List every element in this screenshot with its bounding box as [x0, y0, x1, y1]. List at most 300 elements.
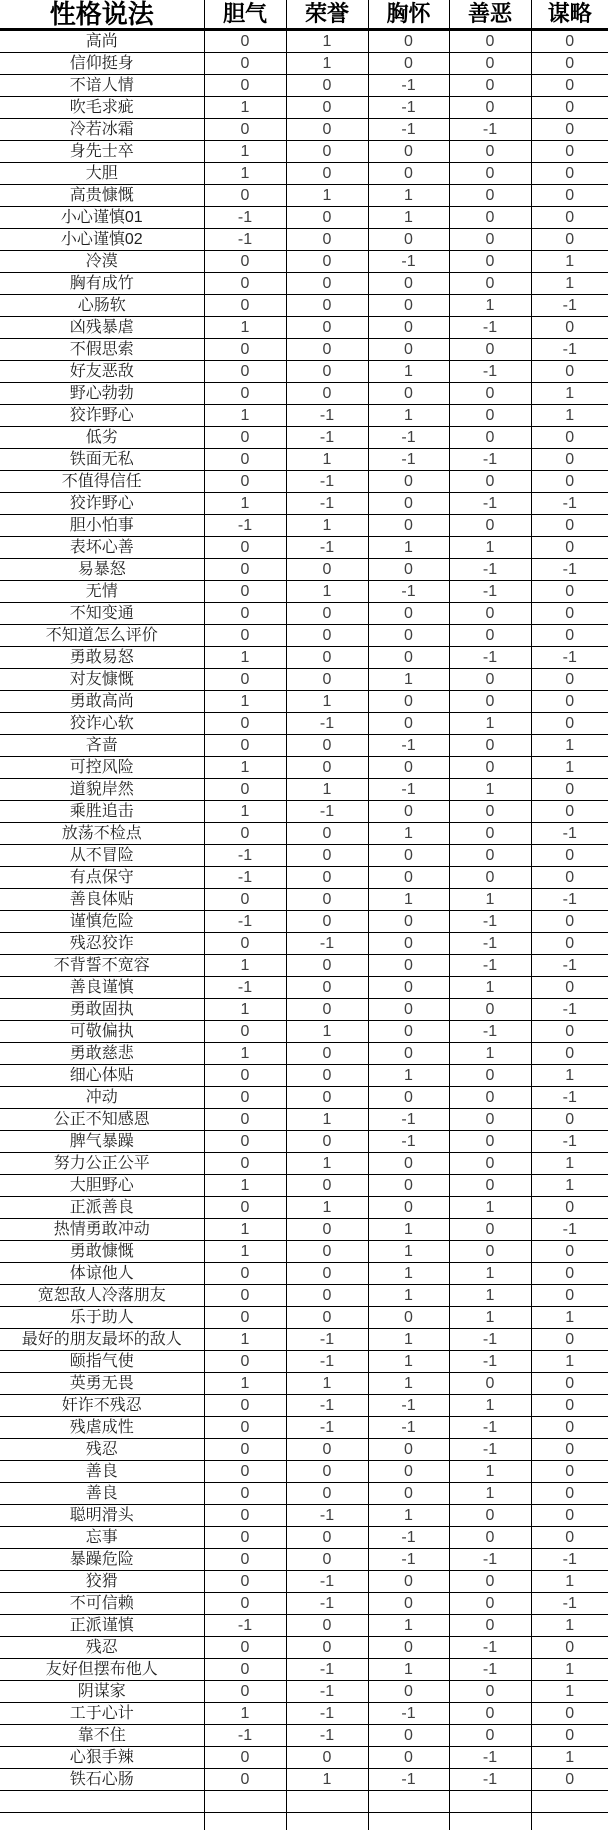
- row-label: 冷漠: [0, 251, 204, 273]
- value-cell: 0: [368, 713, 449, 735]
- table-row: [0, 1263, 608, 1285]
- row-label: 凶残暴虐: [0, 317, 204, 339]
- value-cell: -1: [449, 1021, 531, 1043]
- table-row: [0, 273, 608, 295]
- value-cell: 0: [368, 977, 449, 999]
- table-row: [0, 1219, 608, 1241]
- value-cell: -1: [531, 823, 608, 845]
- value-cell: 1: [204, 1241, 286, 1263]
- value-cell: 1: [449, 1461, 531, 1483]
- value-cell: 0: [204, 1065, 286, 1087]
- value-cell: -1: [286, 713, 368, 735]
- table-row: [0, 1769, 608, 1791]
- header-row: [0, 0, 608, 30]
- table-row: [0, 1307, 608, 1329]
- value-cell: 0: [531, 691, 608, 713]
- value-cell: -1: [531, 889, 608, 911]
- value-cell: 1: [286, 30, 368, 53]
- value-cell: -1: [286, 427, 368, 449]
- table-row: [0, 75, 608, 97]
- empty-cell: [531, 1791, 608, 1813]
- row-label: 靠不住: [0, 1725, 204, 1747]
- value-cell: -1: [368, 1109, 449, 1131]
- value-cell: 1: [204, 1703, 286, 1725]
- row-label: 不知道怎么评价: [0, 625, 204, 647]
- empty-cell: [204, 1791, 286, 1813]
- value-cell: 1: [531, 757, 608, 779]
- value-cell: 1: [286, 691, 368, 713]
- value-cell: 1: [531, 1571, 608, 1593]
- value-cell: -1: [449, 1637, 531, 1659]
- value-cell: 0: [531, 1483, 608, 1505]
- value-cell: -1: [368, 1527, 449, 1549]
- value-cell: -1: [531, 955, 608, 977]
- value-cell: 0: [286, 757, 368, 779]
- value-cell: 0: [286, 647, 368, 669]
- value-cell: 0: [531, 801, 608, 823]
- table-row: [0, 1483, 608, 1505]
- value-cell: 0: [531, 1109, 608, 1131]
- table-row: [0, 1241, 608, 1263]
- value-cell: -1: [449, 1351, 531, 1373]
- value-cell: 0: [531, 515, 608, 537]
- value-cell: 0: [204, 1351, 286, 1373]
- row-label: 狡诈野心: [0, 493, 204, 515]
- value-cell: -1: [204, 867, 286, 889]
- row-label: 勇敢易怒: [0, 647, 204, 669]
- table-body: [0, 30, 608, 1831]
- value-cell: 0: [531, 1263, 608, 1285]
- value-cell: 0: [368, 691, 449, 713]
- value-cell: -1: [204, 977, 286, 999]
- column-header-label: 性格说法: [0, 0, 204, 30]
- value-cell: -1: [449, 449, 531, 471]
- value-cell: -1: [449, 559, 531, 581]
- value-cell: -1: [286, 1571, 368, 1593]
- value-cell: 0: [368, 625, 449, 647]
- value-cell: 1: [204, 1373, 286, 1395]
- value-cell: 0: [204, 669, 286, 691]
- value-cell: 0: [204, 1285, 286, 1307]
- value-cell: 1: [368, 405, 449, 427]
- value-cell: 1: [286, 779, 368, 801]
- value-cell: 0: [449, 339, 531, 361]
- value-cell: 0: [286, 339, 368, 361]
- table-row: [0, 427, 608, 449]
- table-row: [0, 295, 608, 317]
- value-cell: 0: [531, 1527, 608, 1549]
- value-cell: 0: [449, 1615, 531, 1637]
- table-row: [0, 1087, 608, 1109]
- row-label: 残忍: [0, 1637, 204, 1659]
- value-cell: 0: [368, 1175, 449, 1197]
- value-cell: -1: [286, 1417, 368, 1439]
- value-cell: -1: [368, 1769, 449, 1791]
- value-cell: 0: [449, 1087, 531, 1109]
- value-cell: -1: [449, 955, 531, 977]
- value-cell: 0: [368, 1483, 449, 1505]
- row-label: 铁石心肠: [0, 1769, 204, 1791]
- value-cell: 0: [531, 537, 608, 559]
- value-cell: 0: [449, 30, 531, 53]
- value-cell: 0: [286, 207, 368, 229]
- table-row: [0, 317, 608, 339]
- value-cell: 0: [286, 1549, 368, 1571]
- table-row: [0, 405, 608, 427]
- value-cell: 1: [286, 581, 368, 603]
- value-cell: 0: [368, 845, 449, 867]
- value-cell: 0: [531, 1505, 608, 1527]
- value-cell: -1: [449, 1769, 531, 1791]
- value-cell: 1: [286, 53, 368, 75]
- value-cell: 0: [286, 625, 368, 647]
- table-row: [0, 1681, 608, 1703]
- value-cell: 0: [204, 1483, 286, 1505]
- value-cell: 1: [286, 1197, 368, 1219]
- value-cell: 0: [531, 1395, 608, 1417]
- table-row: [0, 603, 608, 625]
- value-cell: 0: [531, 625, 608, 647]
- value-cell: 0: [368, 273, 449, 295]
- value-cell: -1: [204, 1615, 286, 1637]
- value-cell: 0: [204, 273, 286, 295]
- value-cell: -1: [204, 911, 286, 933]
- value-cell: 0: [286, 735, 368, 757]
- value-cell: 1: [449, 1395, 531, 1417]
- value-cell: 0: [449, 273, 531, 295]
- value-cell: 1: [204, 405, 286, 427]
- value-cell: 0: [531, 779, 608, 801]
- value-cell: 0: [531, 603, 608, 625]
- value-cell: 1: [368, 361, 449, 383]
- value-cell: 0: [368, 1681, 449, 1703]
- value-cell: -1: [286, 1703, 368, 1725]
- value-cell: 1: [531, 1307, 608, 1329]
- value-cell: 0: [531, 207, 608, 229]
- value-cell: -1: [286, 1659, 368, 1681]
- value-cell: 0: [286, 911, 368, 933]
- value-cell: 1: [368, 1065, 449, 1087]
- value-cell: -1: [449, 1417, 531, 1439]
- table-row: [0, 1659, 608, 1681]
- value-cell: 0: [368, 141, 449, 163]
- row-label: 宽恕敌人冷落朋友: [0, 1285, 204, 1307]
- value-cell: -1: [368, 427, 449, 449]
- value-cell: 0: [449, 603, 531, 625]
- value-cell: 1: [531, 1681, 608, 1703]
- row-label: 铁面无私: [0, 449, 204, 471]
- value-cell: 0: [449, 1725, 531, 1747]
- table-row: [0, 647, 608, 669]
- row-label: 善良谨慎: [0, 977, 204, 999]
- value-cell: 1: [449, 713, 531, 735]
- value-cell: -1: [286, 801, 368, 823]
- value-cell: -1: [286, 537, 368, 559]
- value-cell: 0: [368, 1461, 449, 1483]
- value-cell: 1: [531, 1615, 608, 1637]
- value-cell: -1: [449, 1659, 531, 1681]
- value-cell: 0: [531, 1021, 608, 1043]
- empty-cell: [0, 1813, 204, 1831]
- value-cell: 0: [286, 1637, 368, 1659]
- row-label: 公正不知感恩: [0, 1109, 204, 1131]
- value-cell: -1: [531, 493, 608, 515]
- value-cell: 0: [449, 823, 531, 845]
- value-cell: 0: [204, 185, 286, 207]
- row-label: 高贵慷慨: [0, 185, 204, 207]
- row-label: 不知变通: [0, 603, 204, 625]
- table-row: [0, 823, 608, 845]
- row-label: 勇敢高尚: [0, 691, 204, 713]
- value-cell: 1: [531, 1065, 608, 1087]
- row-label: 颐指气使: [0, 1351, 204, 1373]
- value-cell: 0: [449, 1241, 531, 1263]
- value-cell: 0: [449, 1131, 531, 1153]
- value-cell: -1: [286, 1351, 368, 1373]
- table-row: [0, 229, 608, 251]
- value-cell: 1: [286, 515, 368, 537]
- value-cell: 1: [449, 295, 531, 317]
- value-cell: 0: [531, 471, 608, 493]
- empty-cell: [286, 1791, 368, 1813]
- value-cell: 0: [204, 559, 286, 581]
- row-label: 聪明滑头: [0, 1505, 204, 1527]
- row-label: 吝啬: [0, 735, 204, 757]
- value-cell: 0: [286, 1747, 368, 1769]
- value-cell: 1: [449, 1285, 531, 1307]
- value-cell: 0: [368, 1571, 449, 1593]
- value-cell: 0: [204, 119, 286, 141]
- value-cell: 0: [531, 361, 608, 383]
- column-header: 荣誉: [286, 0, 368, 30]
- value-cell: 1: [368, 1329, 449, 1351]
- empty-cell: [449, 1813, 531, 1831]
- value-cell: 0: [368, 911, 449, 933]
- value-cell: 0: [286, 955, 368, 977]
- value-cell: 0: [531, 30, 608, 53]
- value-cell: -1: [531, 1593, 608, 1615]
- table-row: [0, 1153, 608, 1175]
- value-cell: 0: [286, 867, 368, 889]
- value-cell: 0: [368, 867, 449, 889]
- value-cell: 1: [449, 779, 531, 801]
- value-cell: 0: [286, 317, 368, 339]
- table-row: [0, 361, 608, 383]
- value-cell: 0: [368, 471, 449, 493]
- value-cell: 0: [449, 1505, 531, 1527]
- value-cell: 0: [204, 1571, 286, 1593]
- row-label: 胆小怕事: [0, 515, 204, 537]
- value-cell: 0: [286, 1461, 368, 1483]
- value-cell: 1: [531, 251, 608, 273]
- table-row: [0, 1725, 608, 1747]
- table-row: [0, 779, 608, 801]
- row-label: 乘胜追击: [0, 801, 204, 823]
- table-row: [0, 449, 608, 471]
- value-cell: 0: [286, 1439, 368, 1461]
- table-row: [0, 1439, 608, 1461]
- value-cell: 0: [286, 383, 368, 405]
- value-cell: 0: [531, 119, 608, 141]
- value-cell: 0: [531, 449, 608, 471]
- row-label: 低劣: [0, 427, 204, 449]
- table-row: [0, 30, 608, 53]
- value-cell: 0: [286, 1241, 368, 1263]
- value-cell: 0: [449, 801, 531, 823]
- value-cell: -1: [286, 1395, 368, 1417]
- value-cell: -1: [531, 295, 608, 317]
- value-cell: 1: [531, 1659, 608, 1681]
- value-cell: 1: [368, 1219, 449, 1241]
- value-cell: 0: [368, 1043, 449, 1065]
- value-cell: 0: [449, 1593, 531, 1615]
- value-cell: -1: [286, 405, 368, 427]
- value-cell: 1: [449, 1263, 531, 1285]
- value-cell: 0: [531, 933, 608, 955]
- column-header: 胆气: [204, 0, 286, 30]
- value-cell: 1: [204, 999, 286, 1021]
- value-cell: 0: [449, 97, 531, 119]
- value-cell: 0: [204, 383, 286, 405]
- row-label: 胸有成竹: [0, 273, 204, 295]
- row-label: 暴躁危险: [0, 1549, 204, 1571]
- value-cell: -1: [286, 471, 368, 493]
- value-cell: 1: [286, 1373, 368, 1395]
- value-cell: -1: [368, 251, 449, 273]
- value-cell: 0: [204, 735, 286, 757]
- value-cell: 0: [286, 163, 368, 185]
- row-label: 身先士卒: [0, 141, 204, 163]
- value-cell: 0: [286, 823, 368, 845]
- table-row: [0, 1351, 608, 1373]
- value-cell: 0: [368, 1307, 449, 1329]
- value-cell: 0: [204, 933, 286, 955]
- value-cell: 0: [531, 427, 608, 449]
- table-row: [0, 1329, 608, 1351]
- value-cell: 1: [286, 185, 368, 207]
- value-cell: 0: [531, 911, 608, 933]
- value-cell: 0: [368, 1747, 449, 1769]
- value-cell: 0: [531, 1769, 608, 1791]
- value-cell: -1: [368, 735, 449, 757]
- table-row: [0, 383, 608, 405]
- row-label: 努力公正公平: [0, 1153, 204, 1175]
- row-label: 体谅他人: [0, 1263, 204, 1285]
- value-cell: 1: [368, 185, 449, 207]
- value-cell: 1: [368, 1505, 449, 1527]
- table-row: [0, 1637, 608, 1659]
- table-row: [0, 471, 608, 493]
- value-cell: 0: [204, 1087, 286, 1109]
- value-cell: 0: [368, 339, 449, 361]
- value-cell: 0: [286, 97, 368, 119]
- value-cell: 1: [368, 1241, 449, 1263]
- table-row: [0, 669, 608, 691]
- row-label: 谨慎危险: [0, 911, 204, 933]
- value-cell: 1: [368, 537, 449, 559]
- value-cell: 1: [449, 1307, 531, 1329]
- value-cell: 0: [286, 1219, 368, 1241]
- row-label: 表坏心善: [0, 537, 204, 559]
- value-cell: -1: [368, 1549, 449, 1571]
- value-cell: 0: [449, 251, 531, 273]
- value-cell: 0: [286, 75, 368, 97]
- value-cell: 0: [368, 295, 449, 317]
- value-cell: 0: [368, 1021, 449, 1043]
- table-row: [0, 1527, 608, 1549]
- table-row: [0, 1285, 608, 1307]
- value-cell: 0: [204, 603, 286, 625]
- value-cell: 1: [368, 1285, 449, 1307]
- table-row: [0, 691, 608, 713]
- value-cell: 0: [368, 53, 449, 75]
- row-label: 正派善良: [0, 1197, 204, 1219]
- value-cell: 0: [368, 933, 449, 955]
- value-cell: 0: [286, 1307, 368, 1329]
- value-cell: -1: [531, 1219, 608, 1241]
- value-cell: 1: [368, 1659, 449, 1681]
- value-cell: 0: [531, 185, 608, 207]
- value-cell: 1: [286, 1109, 368, 1131]
- table-row: [0, 515, 608, 537]
- value-cell: 0: [368, 1725, 449, 1747]
- value-cell: 0: [531, 1329, 608, 1351]
- value-cell: 0: [449, 515, 531, 537]
- value-cell: 0: [531, 1461, 608, 1483]
- value-cell: 0: [368, 1637, 449, 1659]
- empty-cell: [368, 1791, 449, 1813]
- table-row: [0, 251, 608, 273]
- value-cell: -1: [449, 1439, 531, 1461]
- empty-row: [0, 1791, 608, 1813]
- value-cell: 0: [449, 53, 531, 75]
- value-cell: -1: [204, 229, 286, 251]
- value-cell: -1: [286, 1593, 368, 1615]
- value-cell: 0: [204, 1021, 286, 1043]
- empty-cell: [286, 1813, 368, 1831]
- value-cell: -1: [449, 1549, 531, 1571]
- value-cell: 0: [204, 1263, 286, 1285]
- row-label: 阴谋家: [0, 1681, 204, 1703]
- table-row: [0, 713, 608, 735]
- value-cell: 0: [449, 427, 531, 449]
- value-cell: 1: [204, 317, 286, 339]
- value-cell: 0: [204, 449, 286, 471]
- value-cell: -1: [449, 1329, 531, 1351]
- value-cell: 0: [531, 163, 608, 185]
- row-label: 正派谨慎: [0, 1615, 204, 1637]
- value-cell: -1: [531, 559, 608, 581]
- value-cell: 0: [531, 1417, 608, 1439]
- table-row: [0, 1109, 608, 1131]
- table-row: [0, 1197, 608, 1219]
- table-row: [0, 493, 608, 515]
- row-label: 热情勇敢冲动: [0, 1219, 204, 1241]
- value-cell: 1: [531, 273, 608, 295]
- row-label: 放荡不检点: [0, 823, 204, 845]
- value-cell: -1: [368, 779, 449, 801]
- table-row: [0, 1615, 608, 1637]
- table-row: [0, 1395, 608, 1417]
- value-cell: 0: [286, 603, 368, 625]
- value-cell: 1: [204, 163, 286, 185]
- value-cell: -1: [449, 911, 531, 933]
- table-row: [0, 1131, 608, 1153]
- row-label: 小心谨慎01: [0, 207, 204, 229]
- value-cell: 0: [204, 1417, 286, 1439]
- value-cell: 0: [531, 977, 608, 999]
- value-cell: 0: [531, 53, 608, 75]
